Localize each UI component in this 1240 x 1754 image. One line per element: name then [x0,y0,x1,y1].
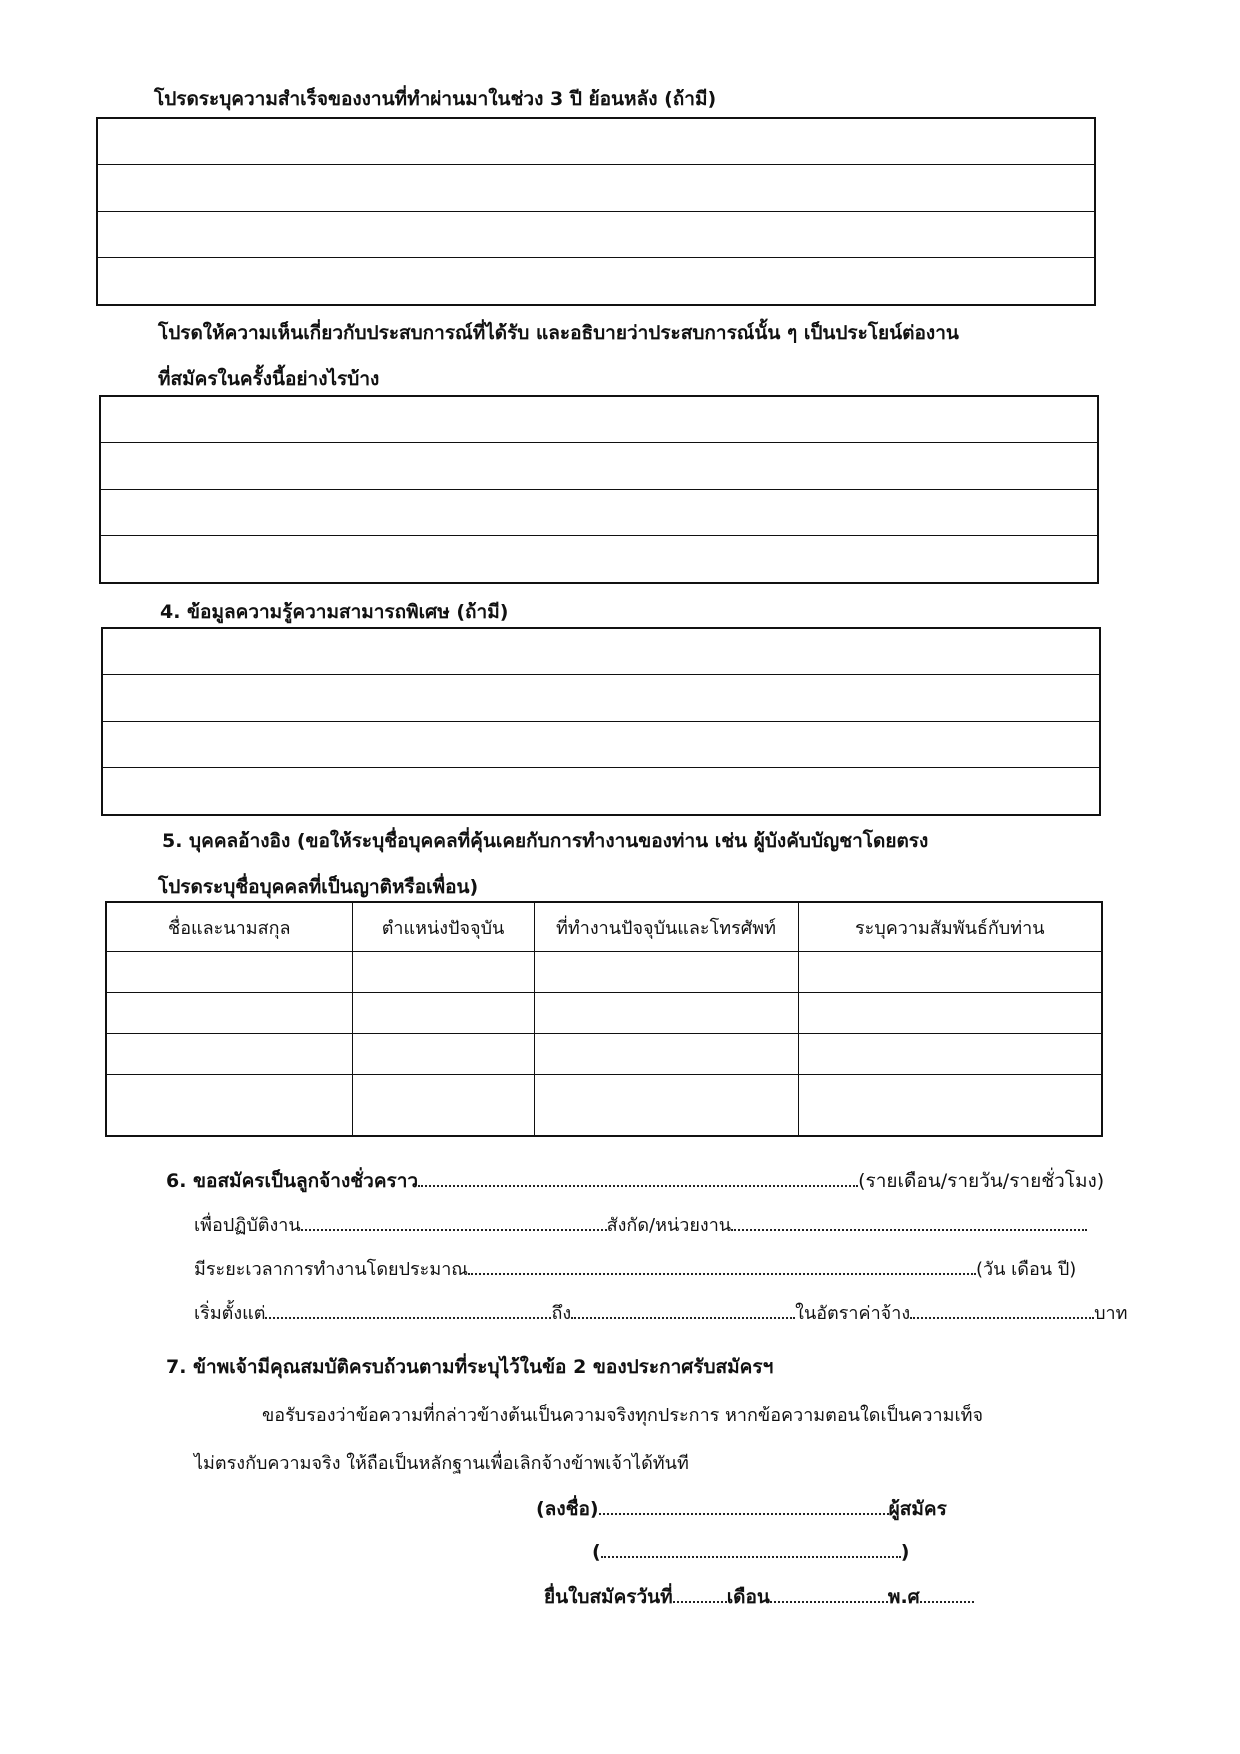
name-cell[interactable] [106,1075,352,1137]
position-cell[interactable] [352,993,534,1034]
col-relationship-header: ระบุความสัมพันธ์กับท่าน [798,902,1102,952]
experience-lines [99,395,1099,584]
table-row [106,1075,1102,1137]
unit-label: สังกัด/หน่วยงาน [606,1215,732,1236]
unit-field[interactable] [731,1211,1087,1231]
relationship-cell[interactable] [798,1075,1102,1137]
achievements-line[interactable] [98,212,1094,258]
year-field[interactable] [920,1583,974,1603]
experience-heading-line2: ที่สมัครในครั้งนี้อย่างไรบ้าง [158,368,380,390]
certify-line1: ขอรับรองว่าข้อความที่กล่าวข้างต้นเป็นความจริงทุกประการ หากข้อความตอนใดเป็นความเท็จ [262,1405,984,1426]
date-label: ยื่นใบสมัครวันที่ [544,1586,673,1608]
signature-row [536,1494,947,1524]
signature-field[interactable] [599,1495,889,1515]
skills-line[interactable] [103,629,1099,675]
workplace-cell[interactable] [534,1075,798,1137]
section-6-row3 [194,1254,1076,1283]
section-5-heading-line2: โปรดระบุชื่อบุคคลที่เป็นญาติหรือเพื่อน) [158,876,479,898]
position-cell[interactable] [352,952,534,993]
sign-label: (ลงชื่อ) [536,1498,599,1520]
experience-line[interactable] [101,443,1097,489]
rate-label: ในอัตราค่าจ้าง [795,1303,911,1324]
achievements-lines [96,117,1096,306]
col-name-header: ชื่อและนามสกุล [106,902,352,952]
experience-heading-line1: โปรดให้ความเห็นเกี่ยวกับประสบการณ์ที่ได้รับ และอธิบายว่าประสบการณ์นั้น ๆ เป็นประโยน์ต่องาน [158,322,959,344]
section-4-heading: 4. ข้อมูลความรู้ความสามารถพิเศษ (ถ้ามี) [160,601,509,623]
reference-table [105,901,1103,1137]
start-date-field[interactable] [265,1299,551,1319]
section-6-row4 [194,1298,1128,1327]
rate-field[interactable] [910,1299,1094,1319]
applicant-label: ผู้สมัคร [888,1498,947,1520]
printed-name-field[interactable] [601,1538,901,1558]
section-6-label: 6. ขอสมัครเป็นลูกจ้างชั่วคราว [166,1170,419,1192]
end-date-field[interactable] [571,1299,795,1319]
experience-line[interactable] [101,397,1097,443]
perform-label: เพื่อปฏิบัติงาน [194,1215,301,1236]
skills-line[interactable] [103,722,1099,768]
name-cell[interactable] [106,952,352,993]
year-label: พ.ศ [887,1586,920,1608]
section-6-row2 [194,1210,1087,1239]
month-field[interactable] [770,1583,888,1603]
to-label: ถึง [551,1303,572,1324]
name-cell[interactable] [106,1034,352,1075]
day-field[interactable] [673,1583,727,1603]
duration-field[interactable] [468,1255,976,1275]
reference-table-header [106,902,1102,952]
position-cell[interactable] [352,1034,534,1075]
col-position-header: ตำแหน่งปัจจุบัน [352,902,534,952]
skills-line[interactable] [103,768,1099,814]
relationship-cell[interactable] [798,1034,1102,1075]
section-6-row1 [166,1166,1104,1196]
relationship-cell[interactable] [798,993,1102,1034]
workplace-cell[interactable] [534,993,798,1034]
paren-open: ( [592,1541,601,1563]
employment-type-field[interactable] [418,1167,858,1187]
skills-line[interactable] [103,675,1099,721]
table-row [106,952,1102,993]
perform-field[interactable] [301,1211,607,1231]
printed-name-row [592,1538,909,1563]
submission-date-row [544,1582,974,1612]
month-label: เดือน [726,1586,770,1608]
paren-close: ) [900,1541,910,1563]
name-cell[interactable] [106,993,352,1034]
currency-label: บาท [1094,1303,1128,1324]
duration-label: มีระยะเวลาการทำงานโดยประมาณ [194,1259,468,1280]
experience-line[interactable] [101,536,1097,582]
start-label: เริ่มตั้งแต่ [194,1303,266,1324]
achievements-line[interactable] [98,119,1094,165]
experience-line[interactable] [101,490,1097,536]
achievements-heading: โปรดระบุความสำเร็จของงานที่ทำผ่านมาในช่วง 3 ปี ย้อนหลัง (ถ้ามี) [154,88,717,110]
duration-suffix: (วัน เดือน ปี) [976,1259,1077,1280]
section-7-heading: 7. ข้าพเจ้ามีคุณสมบัติครบถ้วนตามที่ระบุไว้ในข้อ 2 ของประกาศรับสมัครฯ [166,1356,774,1378]
achievements-line[interactable] [98,165,1094,211]
relationship-cell[interactable] [798,952,1102,993]
position-cell[interactable] [352,1075,534,1137]
workplace-cell[interactable] [534,1034,798,1075]
workplace-cell[interactable] [534,952,798,993]
section-5-heading-line1: 5. บุคคลอ้างอิง (ขอให้ระบุชื่อบุคคลที่คุ้นเคยกับการทำงานของท่าน เช่น ผู้บังคับบัญชาโดยตรง [162,830,929,852]
col-workplace-header: ที่ทำงานปัจจุบันและโทรศัพท์ [534,902,798,952]
achievements-line[interactable] [98,258,1094,304]
certify-line2: ไม่ตรงกับความจริง ให้ถือเป็นหลักฐานเพื่อเลิกจ้างข้าพเจ้าได้ทันที [194,1453,689,1474]
employment-type-suffix: (รายเดือน/รายวัน/รายชั่วโมง) [858,1170,1105,1192]
table-row [106,993,1102,1034]
table-row [106,1034,1102,1075]
skills-lines [101,627,1101,816]
